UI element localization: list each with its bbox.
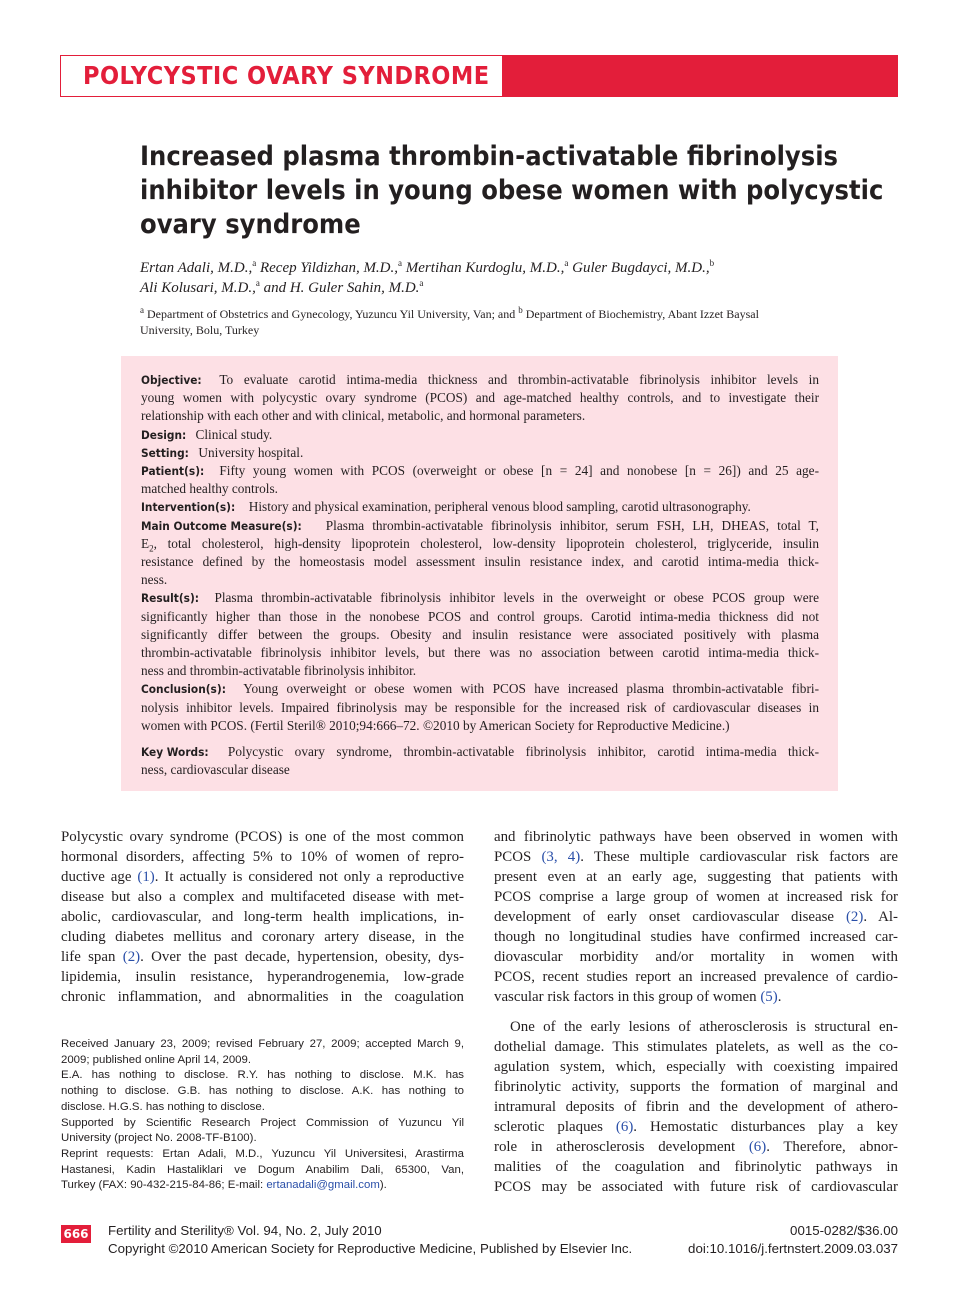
body-column-left <box>61 827 464 1007</box>
title-line: inhibitor levels in young obese women with polycystic <box>140 175 884 206</box>
body-text: development of early onset cardiovascular disease <box>494 909 846 925</box>
author: Mertihan Kurdoglu, M.D., <box>405 260 565 276</box>
body-line: chronic inflammation, and abnormalities in the coagulation <box>61 989 464 1005</box>
footnote-line: Received January 23, 2009; revised February 27, 2009; accepted March 9, <box>61 1038 464 1050</box>
abstract-line <box>141 535 819 553</box>
body-line: malities of the coagulation and fibrinolytic pathways in <box>494 1159 898 1175</box>
author-affil-mark: a <box>564 258 569 268</box>
abstract-text: Young overweight or obese women with PCOS have increased plasma thrombin-activatable fibri- <box>243 681 819 697</box>
title-line: ovary syndrome <box>140 209 361 240</box>
affiliation-line: University, Bolu, Turkey <box>140 323 260 337</box>
results-label: Result(s): <box>141 591 200 606</box>
body-line <box>494 987 898 1007</box>
abstract-box <box>121 356 838 791</box>
article-footnotes <box>61 1037 464 1194</box>
abstract-line: significantly differ between the groups. Obesity and insulin resistance were associated positively with plasma <box>141 626 819 642</box>
author-line <box>140 278 820 298</box>
abstract-text: Fifty young women with PCOS (overweight or obese [n = 24] and nonobese [n = 26]) and 25 age- <box>219 463 820 479</box>
body-line <box>494 1117 898 1137</box>
citation-link[interactable]: (1) <box>137 869 155 885</box>
body-text: sclerotic plaques <box>494 1119 616 1135</box>
author: and H. Guler Sahin, M.D. <box>263 280 420 296</box>
body-text: . Hemostatic disturbances play a key <box>633 1119 898 1135</box>
citation-link[interactable]: (5) <box>760 989 778 1005</box>
abstract-line: thrombin-activatable fibrinolysis inhibitor levels, but there was no association between carotid intima-media thick- <box>141 645 819 661</box>
citation-link[interactable]: (6) <box>748 1139 767 1155</box>
body-text: . Therefore, abnor- <box>766 1139 898 1155</box>
abstract-line: matched healthy controls. <box>141 481 278 497</box>
abstract-line <box>141 743 819 761</box>
copyright-line: Copyright ©2010 American Society for Reproductive Medicine, Published by Elsevier Inc. <box>108 1241 633 1256</box>
footnote-text: Turkey (FAX: 90-432-215-84-86; E-mail: <box>61 1179 267 1192</box>
body-line: fibrinolytic activity, supports the formation of marginal and <box>494 1079 898 1095</box>
body-line: PCOS, recent studies report an increased prevalence of cardio- <box>494 969 898 985</box>
body-line: though no longitudinal studies have confirmed increased car- <box>494 929 898 945</box>
body-line: lipidemia, insulin resistance, hyperandrogenemia, low-grade <box>61 969 464 985</box>
keywords-label: Key Words: <box>141 745 209 760</box>
body-line: PCOS may be associated with future risk of cardiovascular <box>494 1179 898 1195</box>
footnote-received <box>61 1037 464 1068</box>
section-label: POLYCYSTIC OVARY SYNDROME <box>83 61 490 90</box>
body-line: and fibrinolytic pathways have been observed in women with <box>494 829 898 845</box>
abstract-text: Clinical study. <box>195 426 273 442</box>
body-text: . Al- <box>863 909 898 925</box>
author: Guler Bugdayci, M.D., <box>572 260 710 276</box>
page-number: 666 <box>61 1225 91 1243</box>
doi[interactable]: doi:10.1016/j.fertnstert.2009.03.037 <box>688 1241 898 1256</box>
author-affil-mark: a <box>255 278 260 288</box>
body-column-right <box>494 827 898 1197</box>
abstract-line: ness, cardiovascular disease <box>141 762 290 778</box>
affiliation-line <box>140 306 820 322</box>
abstract-text: University hospital. <box>198 444 304 460</box>
body-text: life span <box>61 949 123 965</box>
affil-mark: b <box>518 305 523 315</box>
body-line: Polycystic ovary syndrome (PCOS) is one of the most common <box>61 829 464 845</box>
author-list <box>140 258 820 298</box>
body-line <box>494 907 898 927</box>
abstract-line <box>141 444 819 462</box>
issn-price: 0015-0282/$36.00 <box>790 1223 898 1238</box>
email-link[interactable]: ertanadali@gmail.com <box>266 1179 380 1192</box>
abstract-line: ness and thrombin-activatable fibrinolysis inhibitor. <box>141 663 417 679</box>
keywords <box>141 743 819 779</box>
body-text: vascular risk factors in this group of women <box>494 989 761 1005</box>
footnote-support <box>61 1116 464 1147</box>
paragraph-gap <box>494 1007 898 1017</box>
body-line: disease but also a complex and multifaceted disease with met- <box>61 889 464 905</box>
abstract-text: Plasma thrombin-activatable fibrinolysis inhibitor, serum FSH, LH, DHEAS, total T, <box>325 517 819 533</box>
section-bar-fill <box>502 55 898 97</box>
body-line: agulation system, which, especially with coexisting impaired <box>494 1059 898 1075</box>
footnote-line: Hastanesi, Kadin Hastaliklari ve Dogum Anabilim Dali, 65300, Van, <box>61 1163 464 1176</box>
abstract-text: History and physical examination, peripheral venous blood sampling, carotid ultrasonography. <box>248 499 751 515</box>
body-line: diovascular morbidity and/or mortality in women with <box>494 949 898 965</box>
abstract-line <box>141 589 819 607</box>
abstract-line <box>141 680 819 698</box>
title-line: Increased plasma thrombin-activatable fibrinolysis <box>140 141 839 172</box>
citation-link[interactable]: (6) <box>615 1119 634 1135</box>
abstract-line: nolysis inhibitor levels. Impaired fibrinolysis may be responsible for the increased risk of cardiovascular diseases in <box>141 699 819 715</box>
patients-label: Patient(s): <box>141 464 205 479</box>
abstract-line <box>141 517 819 535</box>
section-label-box <box>60 55 503 97</box>
body-text: . It actually is considered not only a reproductive <box>154 869 464 885</box>
affil-mark: a <box>140 305 144 315</box>
abstract-text: To evaluate carotid intima-media thickness and thrombin-activatable fibrinolysis inhibitor levels in <box>219 372 819 387</box>
footnote-reprint <box>61 1147 464 1194</box>
subscript: 2 <box>149 543 154 554</box>
body-line <box>61 947 464 967</box>
setting-label: Setting: <box>141 445 189 460</box>
body-line: present even at an early age, suggesting that patients with <box>494 869 898 885</box>
author-affil-mark: a <box>398 258 403 268</box>
affiliation-text: Department of Biochemistry, Abant Izzet Baysal <box>522 307 759 321</box>
citation-link[interactable]: (2) <box>845 909 864 925</box>
footnote-line <box>61 1178 464 1194</box>
abstract-line <box>141 498 819 516</box>
body-text: . <box>777 989 782 1005</box>
footnote-line: disclose. H.G.S. has nothing to disclose. <box>61 1100 265 1113</box>
author-affil-mark: a <box>419 278 424 288</box>
interventions-label: Intervention(s): <box>141 500 236 515</box>
author-affil-mark: a <box>252 258 257 268</box>
footnote-line: Reprint requests: Ertan Adali, M.D., Yuzuncu Yil Universitesi, Arastirma <box>61 1147 464 1160</box>
abstract-content <box>141 371 819 779</box>
footnote-line: E.A. has nothing to disclose. R.Y. has nothing to disclose. M.K. has <box>61 1069 464 1082</box>
conclusions-label: Conclusion(s): <box>141 682 226 697</box>
abstract-line: relationship with each other and with clinical, metabolic, and hormonal parameters. <box>141 408 586 424</box>
abstract-line: women with PCOS. (Fertil Steril® 2010;94:666–72. ©2010 by American Society for Reproductive Medicine.) <box>141 717 730 733</box>
body-text: . These multiple cardiovascular risk factors are <box>580 849 898 865</box>
abstract-line <box>141 426 819 444</box>
body-line: One of the early lesions of atherosclerosis is structural en- <box>510 1019 898 1035</box>
footnote-line: 2009; published online April 14, 2009. <box>61 1053 251 1066</box>
body-text: ductive age <box>61 869 138 885</box>
design-label: Design: <box>141 427 187 442</box>
author: Ali Kolusari, M.D., <box>140 280 256 296</box>
abstract-line <box>141 371 819 389</box>
objective-label: Objective: <box>141 373 202 387</box>
footnote-text: ). <box>379 1179 387 1192</box>
abstract-line: young women with polycystic ovary syndrome (PCOS) and age-matched healthy controls, and to investigate their <box>141 390 819 406</box>
section-banner <box>60 55 898 97</box>
affiliations <box>140 306 820 338</box>
body-line <box>494 1137 898 1157</box>
footnote-line: University (project No. 2008-TF-B100). <box>61 1132 257 1145</box>
body-line <box>61 867 464 887</box>
article-title <box>140 140 884 242</box>
author: Ertan Adali, M.D., <box>140 260 253 276</box>
outcome-label: Main Outcome Measure(s): <box>141 518 302 533</box>
abstract-text: Polycystic ovary syndrome, thrombin-activatable fibrinolysis inhibitor, carotid intima-media thick- <box>227 744 820 760</box>
abstract-line: resistance defined by the homeostasis model assessment insulin resistance index, and carotid intima-media thick- <box>141 554 819 570</box>
footnote-line: Supported by Scientific Research Project Commission of Yuzuncu Yil <box>61 1116 464 1129</box>
citation-link[interactable]: (2) <box>122 949 141 965</box>
author: Recep Yildizhan, M.D., <box>259 260 399 276</box>
footnote-line: nothing to disclose. G.B. has nothing to disclose. A.K. has nothing to <box>61 1085 464 1098</box>
abstract-text: , total cholesterol, high-density lipoprotein cholesterol, low-density lipoprotein cholesterol, triglyceride, insulin <box>153 535 819 551</box>
body-text: role in atherosclerosis development <box>494 1139 749 1155</box>
body-line: intramural deposits of fibrin and the development of athero- <box>494 1099 898 1115</box>
body-line: cluding diabetes mellitus and coronary artery disease, in the <box>61 929 464 945</box>
journal-citation: Fertility and Sterility® Vol. 94, No. 2, July 2010 <box>108 1223 382 1238</box>
author-line <box>140 258 820 278</box>
footnote-disclosure <box>61 1068 464 1115</box>
body-line: hormonal disorders, affecting 5% to 10% of women of repro- <box>61 849 464 865</box>
abstract-line: significantly higher than those in the nonobese PCOS and control groups. Carotid intima-media thickness did not <box>141 608 819 624</box>
body-text: . Over the past decade, hypertension, obesity, dys- <box>140 949 464 965</box>
body-text: PCOS <box>494 849 542 865</box>
body-line: dothelial damage. This stimulates platelets, as well as the co- <box>494 1039 898 1055</box>
abstract-text: Plasma thrombin-activatable fibrinolysis inhibitor levels in the overweight or obese PCOS group were <box>214 590 819 606</box>
affiliation-text: Department of Obstetrics and Gynecology, Yuzuncu Yil University, Van; and <box>144 307 519 321</box>
citation-link[interactable]: (3, 4) <box>541 849 581 865</box>
abstract-line <box>141 462 819 480</box>
abstract-text: E <box>141 535 150 551</box>
body-line <box>494 847 898 867</box>
body-line: PCOS comprise a large group of women at increased risk for <box>494 889 898 905</box>
body-line: abolic, cardiovascular, and long-term health implications, in- <box>61 909 464 925</box>
abstract-line: ness. <box>141 572 168 588</box>
author-affil-mark: b <box>709 258 715 268</box>
